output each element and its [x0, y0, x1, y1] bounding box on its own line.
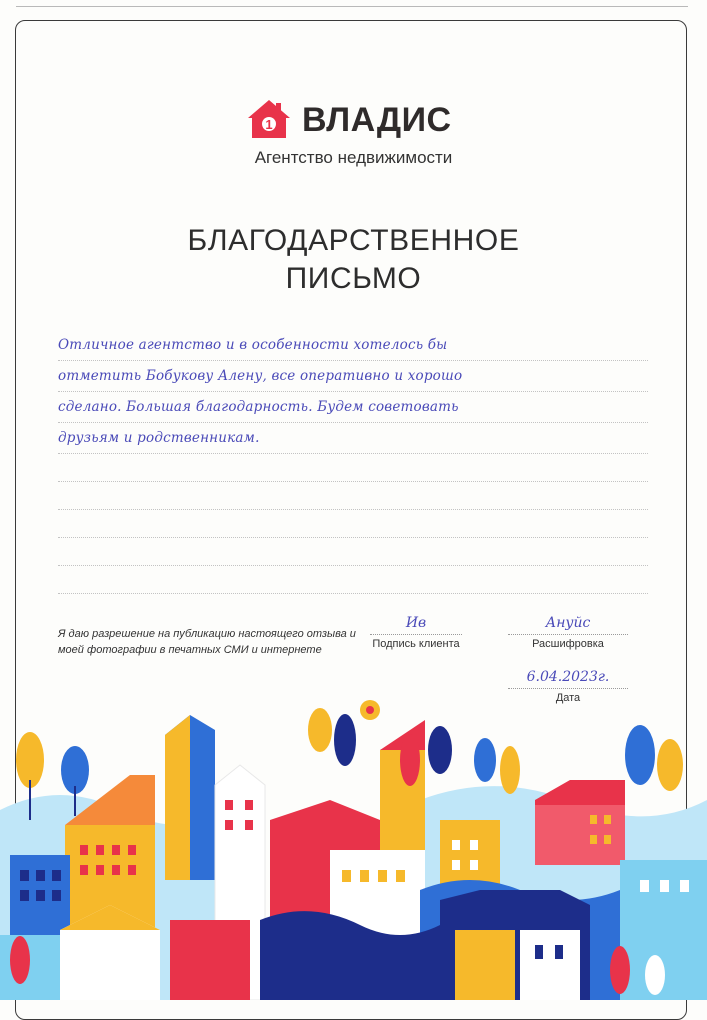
tree-icon	[10, 936, 30, 984]
city-illustration	[0, 690, 707, 1000]
title-line-2: ПИСЬМО	[285, 262, 422, 295]
brand-name: ВЛАДИС	[302, 101, 452, 139]
signature-label: Подпись клиента	[372, 638, 460, 650]
blank-line	[58, 566, 648, 594]
handwritten-line: отметить Бобукову Алену, все оперативно и хорошо	[58, 361, 648, 392]
date-label: Дата	[555, 692, 581, 704]
decoding-label: Расшифровка	[532, 638, 604, 650]
date-line	[508, 688, 628, 689]
tree-icon	[474, 738, 496, 782]
svg-text:1: 1	[265, 117, 273, 132]
handwritten-line: друзьям и родственникам.	[58, 423, 648, 454]
blank-line	[58, 482, 648, 510]
client-signature: Ив	[405, 615, 427, 631]
date-value: 6.04.2023г.	[526, 669, 610, 685]
signature-line	[370, 634, 462, 635]
document-title	[0, 222, 707, 298]
brand-tagline: Агентство недвижимости	[254, 148, 453, 167]
decoding-block	[508, 612, 628, 650]
tree-icon	[334, 714, 356, 766]
tree-icon	[657, 739, 683, 791]
title-line-1: БЛАГОДАРСТВЕННОЕ	[187, 224, 520, 257]
client-signature-block	[370, 612, 462, 650]
blank-line	[58, 538, 648, 566]
decoding-line	[508, 634, 628, 635]
tree-icon	[428, 726, 452, 774]
tree-icon	[500, 746, 520, 794]
blank-line	[58, 454, 648, 482]
publication-consent: Я даю разрешение на публикацию настоящего отзыва и моей фотографии в печатных СМИ и интернете	[58, 628, 356, 656]
handwritten-line: Отличное агентство и в особенности хотелось бы	[58, 330, 648, 361]
brand-logo	[246, 98, 466, 142]
letter-body	[58, 330, 648, 594]
scan-top-edge	[16, 6, 688, 7]
tree-icon	[645, 955, 665, 995]
building	[170, 920, 250, 1000]
blank-line	[58, 510, 648, 538]
handwritten-line: сделано. Большая благодарность. Будем советовать	[58, 392, 648, 423]
decoding-value: Ануйс	[545, 615, 591, 631]
tree-icon	[610, 946, 630, 994]
tree-icon	[16, 732, 44, 788]
tree-icon	[308, 708, 332, 752]
tree-icon	[625, 725, 655, 785]
tree-icon	[400, 734, 420, 786]
house-key-icon	[246, 98, 292, 140]
